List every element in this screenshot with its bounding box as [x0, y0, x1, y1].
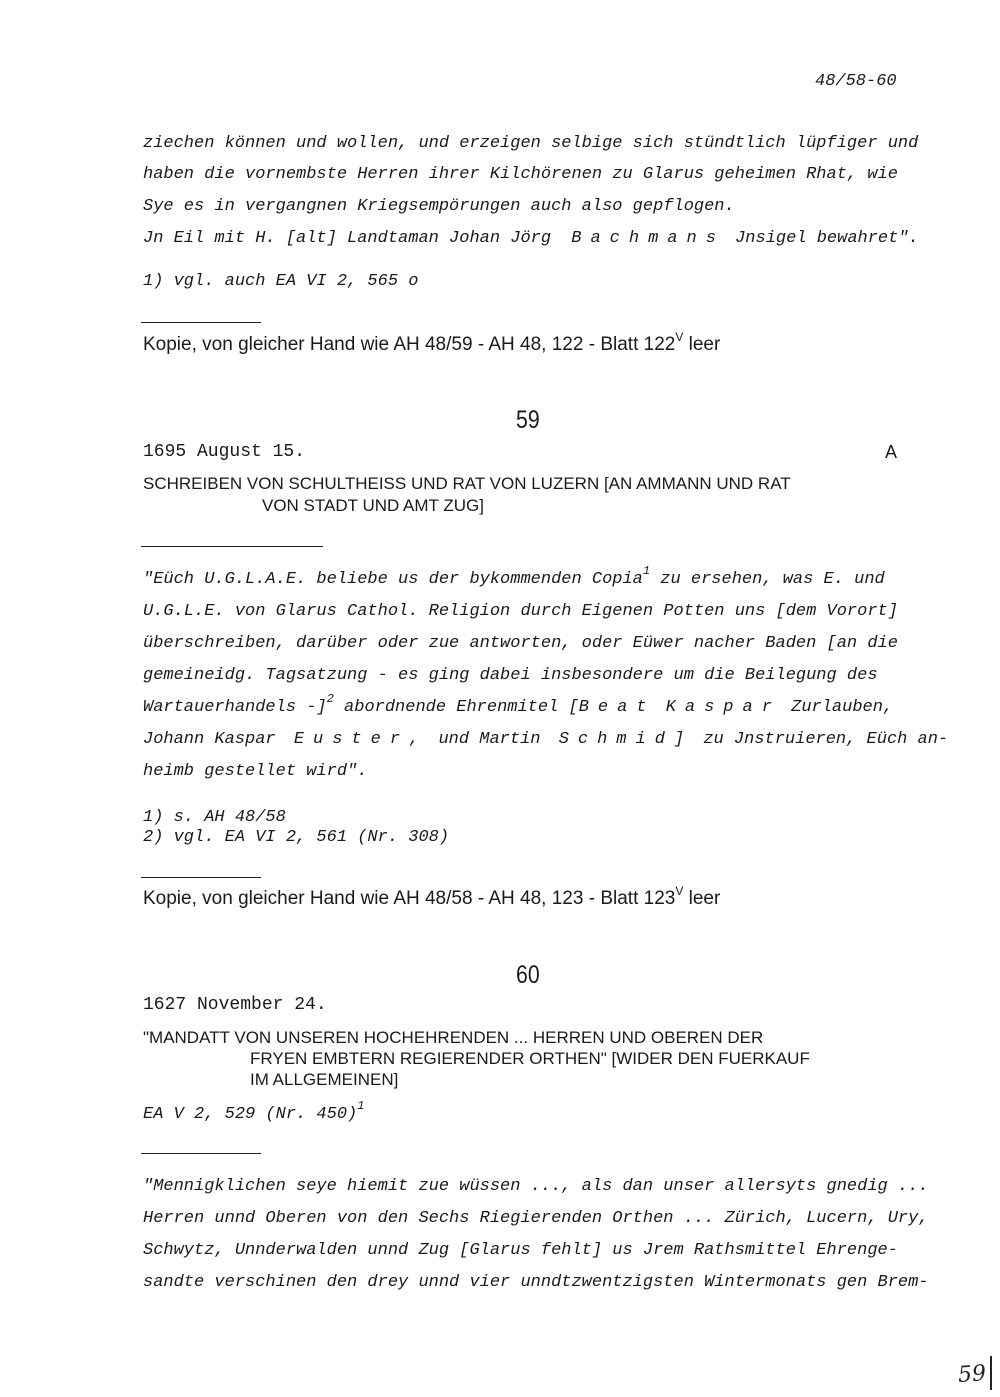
superscript: 1 — [642, 564, 651, 578]
text-line — [143, 229, 919, 248]
text-segment: und Martin — [438, 730, 541, 749]
document-mark: A — [885, 442, 898, 462]
text-line: ziechen können und wollen, und erzeigen selbige sich stündtlich lüpfiger und — [143, 134, 919, 153]
superscript: 1 — [357, 1099, 365, 1113]
divider — [141, 322, 261, 323]
text-line: Herren unnd Oberen von den Sechs Riegierenden Orthen ... Zürich, Lucern, Ury, — [143, 1209, 929, 1228]
text-line: "Mennigklichen seye hiemit zue wüssen ..., als dan unser allersyts gnedig ... — [143, 1177, 929, 1196]
text-segment: Jnsigel bewahret". — [735, 229, 919, 248]
document-title: FRYEN EMBTERN REGIERENDER ORTHEN" [WIDER DEN FUERKAUF — [250, 1049, 810, 1068]
text-line: Sye es in vergangnen Kriegsempörungen auch also gepflogen. — [143, 197, 735, 216]
reference — [143, 1099, 365, 1124]
divider — [141, 546, 323, 547]
text-line: Schwytz, Unnderwalden unnd Zug [Glarus fehlt] us Jrem Rathsmittel Ehrenge- — [143, 1241, 898, 1260]
text-segment: "Eüch U.G.L.A.E. beliebe us der bykommenden Copia — [143, 570, 643, 589]
superscript: 2 — [326, 692, 334, 706]
document-title: SCHREIBEN VON SCHULTHEISS UND RAT VON LUZERN [AN AMMANN UND RAT — [143, 474, 791, 493]
footnote: 1) vgl. auch EA VI 2, 565 o — [143, 272, 419, 291]
text-line: U.G.L.E. von Glarus Cathol. Religion durch Eigenen Potten uns [dem Vorort] — [143, 602, 898, 621]
text-line: sandte verschinen den drey unnd vier unndtzwentzigsten Wintermonats gen Brem- — [143, 1273, 929, 1292]
text-line: überschreiben, darüber oder zue antworten, oder Eüwer nacher Baden [an die — [143, 634, 898, 653]
text-segment: zu ersehen, was E. und — [660, 570, 885, 589]
superscript: V — [675, 330, 684, 344]
text-segment: Wartauerhandels -] — [143, 698, 327, 717]
text-segment: Jn Eil mit H. [alt] Landtaman Johan Jörg — [143, 229, 552, 248]
spaced-name: Beat — [578, 698, 656, 717]
source-line — [143, 884, 721, 910]
source-line — [143, 330, 721, 356]
text-line: heimb gestellet wird". — [143, 762, 368, 781]
corner-mark: 59 — [957, 1361, 987, 1388]
footnote: 1) s. AH 48/58 — [143, 808, 286, 827]
spaced-name: Kaspar — [665, 698, 781, 717]
document-title: "MANDATT VON UNSEREN HOCHEHRENDEN ... HERREN UND OBEREN DER — [143, 1028, 764, 1047]
superscript: V — [675, 884, 684, 898]
spaced-name: Bachmans — [571, 229, 725, 248]
source-text: Kopie, von gleicher Hand wie AH 48/59 - AH 48, 122 - Blatt 122 — [143, 334, 676, 355]
document-date: 1627 November 24. — [143, 995, 327, 1015]
text-line — [143, 564, 885, 589]
document-title: IM ALLGEMEINEN] — [250, 1070, 399, 1089]
text-segment: abordnende Ehrenmitel [ — [344, 698, 579, 717]
text-line: haben die vornembste Herren ihrer Kilchörenen zu Glarus geheimen Rhat, wie — [143, 165, 898, 184]
document-title: VON STADT UND AMT ZUG] — [262, 496, 484, 515]
text-segment: EA V 2, 529 (Nr. 450) — [143, 1105, 358, 1124]
divider — [141, 877, 261, 878]
spaced-name: Schmid] — [558, 730, 694, 749]
text-segment: Zurlauben, — [791, 698, 894, 717]
source-end: leer — [688, 334, 721, 355]
document-number: 60 — [516, 961, 540, 989]
divider — [141, 1153, 261, 1154]
text-line — [143, 730, 948, 749]
text-line — [143, 692, 894, 717]
text-line: gemeineidg. Tagsatzung - es ging dabei insbesondere um die Beilegung des — [143, 666, 878, 685]
source-text: Kopie, von gleicher Hand wie AH 48/58 - AH 48, 123 - Blatt 123 — [143, 888, 676, 909]
page-number: 48/58-60 — [815, 72, 897, 91]
text-segment: Johann Kaspar — [143, 730, 276, 749]
text-segment: zu Jnstruieren, Eüch an- — [703, 730, 949, 749]
spaced-name: Euster, — [293, 730, 429, 749]
document-date: 1695 August 15. — [143, 442, 306, 462]
source-end: leer — [688, 888, 721, 909]
document-number: 59 — [516, 406, 540, 434]
edge-mark — [990, 1356, 992, 1390]
footnote: 2) vgl. EA VI 2, 561 (Nr. 308) — [143, 828, 450, 847]
